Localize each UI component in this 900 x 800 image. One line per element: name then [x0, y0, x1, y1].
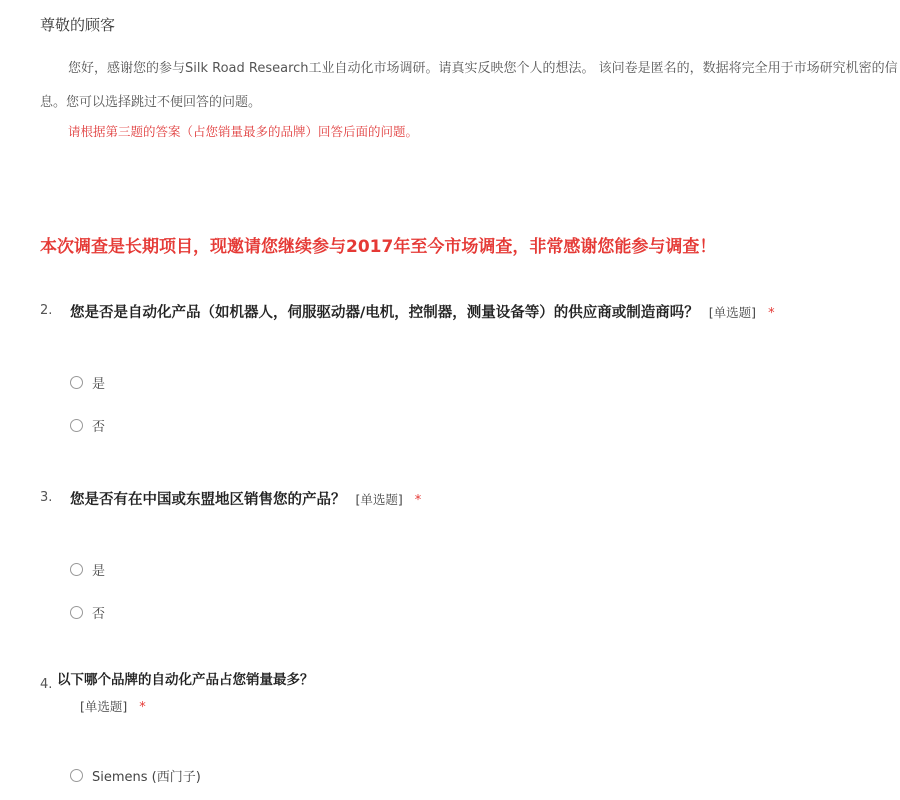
option-label: 否: [92, 420, 106, 435]
question-4-type-line: [80, 697, 146, 715]
greeting-heading: 尊敬的顾客: [40, 16, 116, 34]
question-2-number: 2.: [40, 303, 53, 318]
question-4-number: 4.: [40, 677, 53, 692]
question-2-option-no[interactable]: [70, 416, 105, 435]
question-2-text: 您是否是自动化产品（如机器人，伺服驱动器/电机，控制器，测量设备等）的供应商或制造商吗？: [70, 305, 699, 321]
intro-paragraph: 您好，感谢您的参与Silk Road Research工业自动化市场调研。请真实反映您个人的想法。 该问卷是匿名的，数据将完全用于市场研究机密的信息。您可以选择跳过不便回答的问题。: [40, 61, 898, 110]
question-3-number: 3.: [40, 490, 53, 505]
long-term-notice: 本次调查是长期项目，现邀请您继续参与2017年至今市场调查，非常感谢您能参与调查！: [40, 237, 717, 257]
question-3-text: 您是否有在中国或东盟地区销售您的产品？: [70, 492, 346, 508]
option-label: 是: [92, 564, 106, 579]
instruction-hint: 请根据第三题的答案（占您销量最多的品牌）回答后面的问题。: [68, 124, 419, 139]
question-2-title: [70, 301, 775, 322]
radio-button[interactable]: [70, 376, 83, 389]
radio-button[interactable]: [70, 419, 83, 432]
required-mark: *: [768, 306, 775, 321]
required-mark: *: [414, 493, 422, 508]
question-4-type: [单选题]: [80, 699, 128, 714]
question-2-type: [单选题]: [708, 305, 757, 320]
required-mark: *: [139, 700, 146, 715]
question-4-title: 以下哪个品牌的自动化产品占您销量最多？: [57, 672, 314, 688]
radio-button[interactable]: [70, 769, 83, 782]
option-label: 是: [92, 377, 106, 392]
question-3-option-yes[interactable]: [70, 560, 105, 579]
question-2-option-yes[interactable]: [70, 373, 105, 392]
question-4-option-siemens[interactable]: [70, 766, 201, 785]
radio-button[interactable]: [70, 606, 83, 619]
radio-button[interactable]: [70, 563, 83, 576]
option-label: Siemens (西门子): [92, 770, 201, 785]
question-3-title: [70, 488, 421, 509]
option-label: 否: [92, 607, 106, 622]
question-3-option-no[interactable]: [70, 603, 105, 622]
question-3-type: [单选题]: [355, 492, 403, 507]
